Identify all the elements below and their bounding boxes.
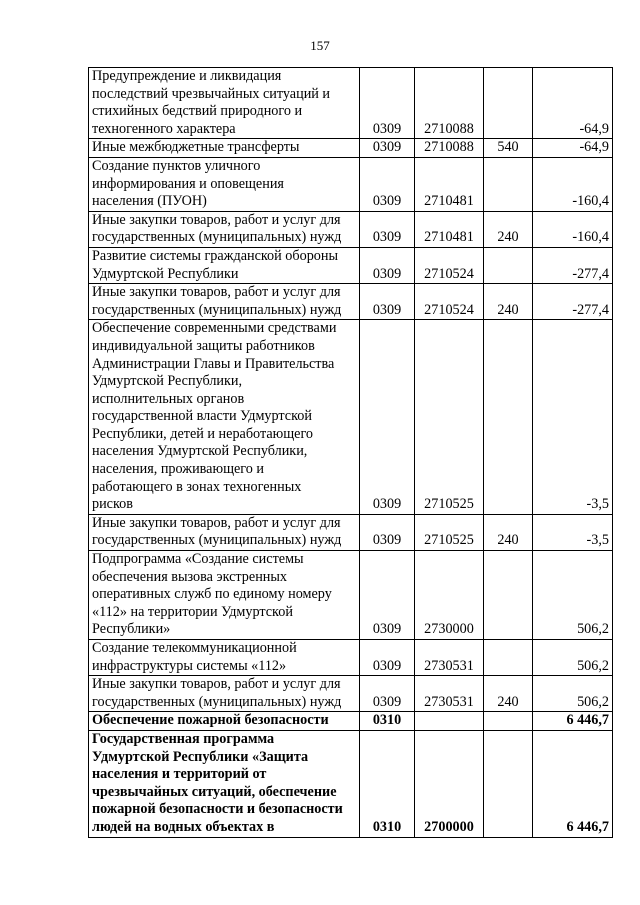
row-sum-cell: 6 446,7 xyxy=(533,730,613,837)
table-row xyxy=(89,247,613,283)
row-sum-cell: -64,9 xyxy=(533,139,613,158)
row-section-cell: 0309 xyxy=(360,676,415,712)
page-number: 157 xyxy=(310,38,330,53)
row-article-cell xyxy=(415,712,484,731)
row-name-cell: Подпрограмма «Создание системы обеспечения вызова экстренных оперативных служб по единому номеру «112» на территории Удмуртской Республики» xyxy=(89,551,360,640)
row-type-cell: 240 xyxy=(484,676,533,712)
row-article-cell: 2710524 xyxy=(415,247,484,283)
row-type-cell xyxy=(484,320,533,515)
row-name-cell: Иные закупки товаров, работ и услуг для государственных (муниципальных) нужд xyxy=(89,676,360,712)
row-type-cell: 240 xyxy=(484,284,533,320)
table-row xyxy=(89,712,613,731)
row-section-cell: 0309 xyxy=(360,157,415,211)
row-name-cell: Создание пунктов уличного информирования и оповещения населения (ПУОН) xyxy=(89,157,360,211)
row-type-cell: 240 xyxy=(484,211,533,247)
row-type-cell xyxy=(484,551,533,640)
row-name-cell: Государственная программа Удмуртской Республики «Защита населения и территорий от чрезвычайных ситуаций, обеспечение пожарной безопасности и безопасности людей на водных объектах в xyxy=(89,730,360,837)
table-row xyxy=(89,640,613,676)
row-section-cell: 0309 xyxy=(360,514,415,550)
row-name-cell: Обеспечение современными средствами индивидуальной защиты работников Администрации Главы и Правительства Удмуртской Республики, исполнительных органов государственной власти Удмуртской Республики, детей и неработающего населения Удмуртской Республики, населения, проживающего и работающего в зонах техногенных рисков xyxy=(89,320,360,515)
table-row xyxy=(89,284,613,320)
row-name-cell: Иные межбюджетные трансферты xyxy=(89,139,360,158)
row-section-cell: 0309 xyxy=(360,640,415,676)
row-article-cell: 2710525 xyxy=(415,514,484,550)
row-name-cell: Иные закупки товаров, работ и услуг для государственных (муниципальных) нужд xyxy=(89,211,360,247)
row-article-cell: 2710088 xyxy=(415,68,484,139)
budget-table-body xyxy=(89,68,613,838)
row-section-cell: 0309 xyxy=(360,320,415,515)
row-article-cell: 2730531 xyxy=(415,640,484,676)
row-article-cell: 2710481 xyxy=(415,157,484,211)
row-section-cell: 0309 xyxy=(360,551,415,640)
row-section-cell: 0309 xyxy=(360,284,415,320)
row-section-cell: 0309 xyxy=(360,247,415,283)
row-type-cell xyxy=(484,730,533,837)
row-article-cell: 2710525 xyxy=(415,320,484,515)
row-name-cell: Предупреждение и ликвидация последствий чрезвычайных ситуаций и стихийных бедствий природного и техногенного характера xyxy=(89,68,360,139)
row-type-cell: 240 xyxy=(484,514,533,550)
row-sum-cell: -160,4 xyxy=(533,157,613,211)
row-type-cell xyxy=(484,68,533,139)
row-name-cell: Создание телекоммуникационной инфраструктуры системы «112» xyxy=(89,640,360,676)
row-section-cell: 0309 xyxy=(360,68,415,139)
table-row xyxy=(89,676,613,712)
table-row xyxy=(89,320,613,515)
table-row xyxy=(89,139,613,158)
row-name-cell: Обеспечение пожарной безопасности xyxy=(89,712,360,731)
row-article-cell: 2710088 xyxy=(415,139,484,158)
table-row xyxy=(89,157,613,211)
row-section-cell: 0309 xyxy=(360,211,415,247)
budget-table xyxy=(88,67,613,838)
row-article-cell: 2700000 xyxy=(415,730,484,837)
row-type-cell: 540 xyxy=(484,139,533,158)
row-sum-cell: -3,5 xyxy=(533,320,613,515)
row-type-cell xyxy=(484,640,533,676)
row-sum-cell: 506,2 xyxy=(533,640,613,676)
row-sum-cell: -277,4 xyxy=(533,284,613,320)
table-row xyxy=(89,514,613,550)
table-row xyxy=(89,211,613,247)
row-section-cell: 0309 xyxy=(360,139,415,158)
row-sum-cell: 506,2 xyxy=(533,676,613,712)
row-name-cell: Развитие системы гражданской обороны Удмуртской Республики xyxy=(89,247,360,283)
row-article-cell: 2710481 xyxy=(415,211,484,247)
row-type-cell xyxy=(484,157,533,211)
row-name-cell: Иные закупки товаров, работ и услуг для государственных (муниципальных) нужд xyxy=(89,514,360,550)
row-sum-cell: 6 446,7 xyxy=(533,712,613,731)
row-sum-cell: -64,9 xyxy=(533,68,613,139)
table-row xyxy=(89,551,613,640)
row-sum-cell: -277,4 xyxy=(533,247,613,283)
row-article-cell: 2730000 xyxy=(415,551,484,640)
row-article-cell: 2730531 xyxy=(415,676,484,712)
row-name-cell: Иные закупки товаров, работ и услуг для государственных (муниципальных) нужд xyxy=(89,284,360,320)
row-sum-cell: -160,4 xyxy=(533,211,613,247)
row-type-cell xyxy=(484,247,533,283)
row-sum-cell: -3,5 xyxy=(533,514,613,550)
row-section-cell: 0310 xyxy=(360,730,415,837)
row-section-cell: 0310 xyxy=(360,712,415,731)
row-sum-cell: 506,2 xyxy=(533,551,613,640)
table-row xyxy=(89,730,613,837)
row-type-cell xyxy=(484,712,533,731)
table-row xyxy=(89,68,613,139)
row-article-cell: 2710524 xyxy=(415,284,484,320)
